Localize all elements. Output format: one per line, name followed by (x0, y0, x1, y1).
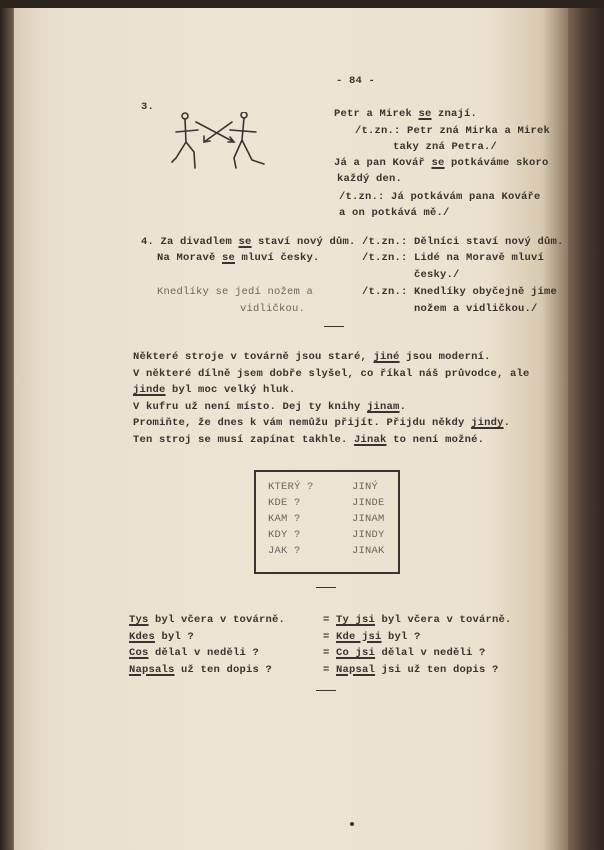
text-segment: to není možné. (386, 434, 485, 446)
text-segment: každý den. (337, 173, 403, 185)
text-segment: 4. Za divadlem (141, 236, 239, 248)
underlined-word: jindy (471, 417, 504, 430)
question-word: KDY ? (268, 529, 301, 541)
text-segment: Knedlíky se jedí nožem a (157, 286, 314, 298)
example-4-explanation (362, 236, 564, 248)
example-3-line (339, 207, 450, 219)
text-segment: /t.zn.: Petr zná Mirka a Mirek (355, 125, 551, 137)
text-segment: byl ? (155, 630, 195, 643)
underlined-word: se (222, 252, 236, 264)
example-3-line (355, 125, 550, 137)
text-segment: /t.zn.: Knedlíky obyčejně jíme (362, 286, 558, 298)
question-table-box (254, 470, 400, 574)
example-4-explanation (414, 303, 538, 315)
page-number: - 84 - (336, 75, 376, 87)
text-segment: = (323, 663, 337, 676)
text-segment: potkáváme skoro (444, 157, 549, 169)
underlined-word: se (238, 236, 252, 248)
text-segment: byl včera v továrně. (148, 614, 286, 626)
example-4-sentence (141, 236, 356, 248)
underlined-word: Cos (129, 647, 149, 659)
section-divider (316, 587, 336, 588)
text-segment: = (323, 647, 337, 659)
text-segment: Petr a Mirek (334, 108, 419, 120)
example-3-line (334, 157, 549, 169)
answer-word: JINÝ (352, 481, 379, 493)
text-segment: Některé stroje v továrně jsou staré, (133, 351, 374, 363)
underlined-word: Kdes (129, 630, 156, 643)
question-word: KAM ? (268, 513, 301, 525)
text-segment: Promiňte, že dnes k vám nemůžu přijít. Přijdu někdy (133, 417, 472, 430)
underlined-word: Napsal (336, 663, 376, 676)
text-segment: nožem a vidličkou./ (414, 303, 538, 315)
text-segment: V některé dílně jsem dobře slyšel, co říkal náš průvodce, ale (133, 367, 530, 380)
text-segment: vidličkou. (240, 303, 306, 315)
question-word: KTERÝ ? (268, 481, 314, 493)
text-segment: byl včera v továrně. (375, 614, 512, 626)
text-segment: byl ? (381, 630, 421, 643)
underlined-word: Ty jsi (336, 614, 376, 626)
answer-word: JINAM (352, 513, 385, 525)
underlined-word: se (431, 157, 445, 169)
full-form-sentence (323, 614, 512, 626)
page-top-edge (0, 0, 604, 8)
example-4-sentence (157, 252, 320, 264)
underlined-word: Jinak (354, 434, 387, 446)
underlined-word: Kde jsi (336, 630, 382, 643)
text-segment: = (323, 630, 337, 643)
example-4-explanation (414, 269, 460, 281)
underlined-word: Tys (129, 614, 149, 626)
text-segment: Já a pan Kovář (334, 157, 432, 169)
text-segment: /t.zn.: Já potkávám pana Kováře (339, 191, 541, 203)
underlined-word: jiné (373, 351, 400, 363)
paragraph-line (133, 401, 406, 413)
text-segment: Ten stroj se musí zapínat takhle. (133, 434, 355, 446)
text-segment: Na Moravě (157, 252, 223, 264)
paragraph-line (133, 368, 530, 380)
text-segment: jsi už ten dopis ? (375, 663, 499, 676)
text-segment: česky./ (414, 269, 460, 281)
example-4-sentence (240, 303, 305, 315)
full-form-sentence (323, 647, 486, 659)
exercise-3-number: 3. (141, 101, 155, 113)
two-stick-figures-illustration (168, 112, 278, 174)
paragraph-line (133, 434, 484, 446)
paragraph-line (133, 384, 296, 396)
text-segment: a on potkává mě./ (339, 207, 450, 219)
question-word: JAK ? (268, 545, 301, 557)
example-3-line (337, 173, 402, 185)
example-4-explanation (362, 252, 544, 264)
contraction-sentence (129, 631, 194, 643)
example-3-line (339, 191, 541, 203)
ink-dot (350, 822, 354, 826)
text-segment: /t.zn.: Dělníci staví nový dům. (362, 236, 564, 248)
text-segment: mluví česky. (235, 252, 320, 264)
section-divider (316, 690, 336, 691)
answer-word: JINDY (352, 529, 385, 541)
answer-word: JINAK (352, 545, 385, 557)
underlined-word: jinde (133, 384, 166, 397)
text-segment: V kufru už není místo. Dej ty knihy (133, 400, 368, 413)
text-segment: /t.zn.: Lidé na Moravě mluví (362, 252, 545, 264)
underlined-word: se (418, 108, 432, 120)
example-3-line (393, 141, 497, 153)
book-binding (568, 0, 604, 850)
text-segment: jsou moderní. (399, 351, 491, 363)
example-3-line (334, 108, 477, 120)
text-segment: znají. (431, 108, 478, 120)
text-segment: byl moc velký hluk. (165, 384, 296, 397)
text-segment: = (323, 614, 337, 626)
contraction-sentence (129, 647, 259, 659)
text-segment: . (399, 400, 407, 413)
contraction-sentence (129, 664, 272, 676)
underlined-word: Co jsi (336, 647, 376, 659)
full-form-sentence (323, 664, 499, 676)
text-segment: . (503, 417, 511, 430)
section-divider (324, 326, 344, 327)
example-4-explanation (362, 286, 557, 298)
paragraph-line (133, 417, 510, 429)
text-segment: staví nový dům. (251, 236, 356, 248)
text-segment: dělal v neděli ? (148, 647, 260, 659)
underlined-word: jinam (367, 400, 400, 413)
example-4-sentence (157, 286, 313, 298)
answer-word: JINDE (352, 497, 385, 509)
paragraph-line (133, 351, 491, 363)
question-word: KDE ? (268, 497, 301, 509)
text-segment: dělal v neděli ? (375, 647, 486, 659)
text-segment: taky zná Petra./ (393, 141, 498, 153)
contraction-sentence (129, 614, 285, 626)
text-segment: už ten dopis ? (174, 663, 273, 676)
full-form-sentence (323, 631, 421, 643)
underlined-word: Napsals (129, 663, 175, 676)
